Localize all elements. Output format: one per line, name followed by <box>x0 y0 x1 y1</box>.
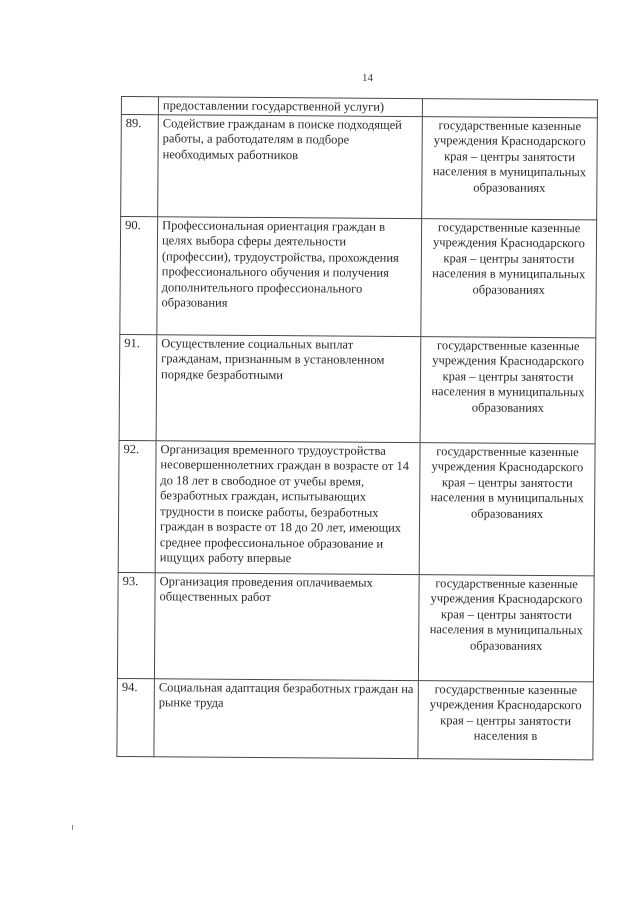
cell-organization <box>422 99 597 118</box>
cell-number: 90. <box>120 216 158 334</box>
cell-number: 89. <box>121 114 159 216</box>
cell-organization: государственные казенные учреждения Краснодарского края – центры занятости населения в муниципальных образованиях <box>421 218 597 337</box>
table-row <box>118 440 595 575</box>
table-row <box>117 572 594 681</box>
services-table <box>116 96 598 760</box>
table-row <box>117 678 594 759</box>
cell-organization: государственные казенные учреждения Краснодарского края – центры занятости населения в муниципальных образованиях <box>419 442 595 575</box>
cell-organization: государственные казенные учреждения Краснодарского края – центры занятости населения в муниципальных образованиях <box>418 574 594 681</box>
table-row <box>119 334 596 443</box>
cell-service-name: предоставлении государственной услуги) <box>158 97 422 116</box>
scan-mark <box>72 825 73 830</box>
cell-organization: государственные казенные учреждения Краснодарского края – центры занятости населения в муниципальных образованиях <box>422 116 598 219</box>
cell-organization: государственные казенные учреждения Краснодарского края – центры занятости населения в муниципальных образованиях <box>420 336 596 443</box>
cell-organization: государственные казенные учреждения Краснодарского края – центры занятости населения в <box>418 680 594 759</box>
cell-service-name: Содействие гражданам в поиске подходящей работы, а работодателям в подборе необходимых работников <box>158 114 423 218</box>
cell-service-name: Социальная адаптация безработных граждан на рынке труда <box>154 678 419 758</box>
cell-number: 91. <box>119 334 157 440</box>
cell-service-name: Организация временного трудоустройства несовершеннолетних граждан в возрасте от 14 до 18 лет в свободное от учебы время, безработных граждан, испытывающих трудности в поиске работы, безработных граждан в возрасте от 18 до 20 лет, имеющих среднее профессиональное образование и ищущих работу впервые <box>155 440 420 574</box>
cell-number: 92. <box>118 440 156 572</box>
page-number: 14 <box>362 72 373 84</box>
cell-service-name: Осуществление социальных выплат гражданам, признанным в установленном порядке безработными <box>156 334 421 442</box>
cell-number <box>121 97 158 115</box>
cell-service-name: Профессиональная ориентация граждан в целях выбора сферы деятельности (профессии), трудоустройства, прохождения профессионального обучения и получения дополнительного профессионального образования <box>157 216 422 336</box>
table-row <box>121 114 598 219</box>
table-row <box>120 216 597 337</box>
cell-service-name: Организация проведения оплачиваемых общественных работ <box>154 572 419 680</box>
cell-number: 94. <box>117 678 155 756</box>
cell-number: 93. <box>117 572 155 678</box>
